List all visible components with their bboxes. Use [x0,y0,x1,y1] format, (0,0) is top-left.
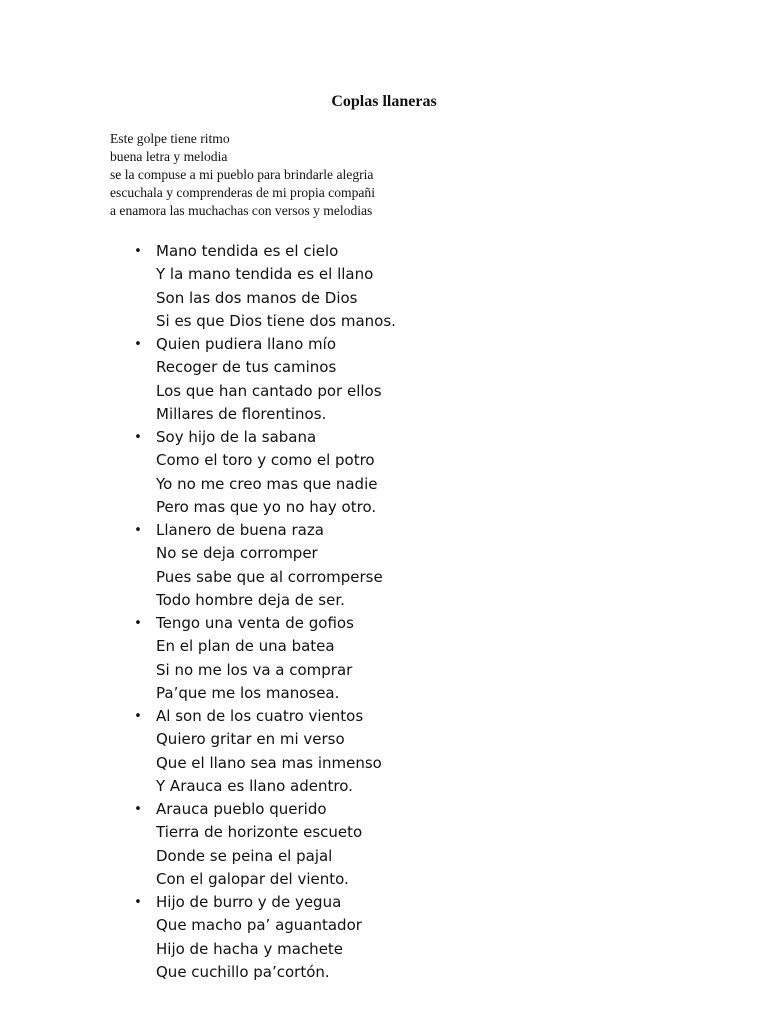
verse-line: Son las dos manos de Dios [156,288,358,307]
verse-line: Quien pudiera llano mío [156,335,336,353]
verse-line: Hijo de hacha y machete [156,939,344,958]
verse-line: Quiero gritar en mi verso [156,730,345,749]
stanza [134,891,676,984]
verse-line: Los que han cantado por ellos [156,381,382,400]
stanza [134,798,676,891]
stanza [134,705,676,798]
intro-line: se la compuse a mi pueblo para brindarle alegria [110,167,374,183]
intro-paragraph [110,130,450,220]
verse-line: Pa’que me los manosea. [156,683,340,702]
intro-line: a enamora las muchachas con versos y melodias [110,203,373,219]
verse-line: Soy hijo de la sabana [156,428,317,446]
intro-line: escuchala y comprenderas de mi propia compañi [110,185,375,201]
bullet-icon: • [134,709,142,724]
verse-line: Millares de florentinos. [156,404,327,423]
verse-line: Llanero de buena raza [156,521,324,539]
bullet-icon: • [134,337,142,352]
bullet-icon: • [134,802,142,817]
verse-line: Y Arauca es llano adentro. [156,776,353,795]
verse-line: Que cuchillo pa’cortón. [156,962,330,981]
stanza [134,519,676,612]
verse-line: Tengo una venta de gofios [156,614,354,632]
verse-line: Como el toro y como el potro [156,451,375,470]
verse-line: Con el galopar del viento. [156,869,349,888]
verse-line: Si es que Dios tiene dos manos. [156,311,396,330]
bullet-icon: • [134,244,142,259]
verse-line: Todo hombre deja de ser. [156,590,345,609]
verse-line: Pues sabe que al corromperse [156,567,383,586]
stanza-list [134,240,676,984]
verse-line: Pero mas que yo no hay otro. [156,497,377,516]
verse-line: Arauca pueblo querido [156,800,327,818]
bullet-icon: • [134,616,142,631]
bullet-icon: • [134,895,142,910]
verse-line: Tierra de horizonte escueto [156,823,363,842]
verse-line: Que el llano sea mas inmenso [156,753,382,772]
verse-line: En el plan de una batea [156,637,335,656]
verse-line: Hijo de burro y de yegua [156,893,342,911]
verse-line: Al son de los cuatro vientos [156,707,364,725]
verse-line: Que macho pa’ aguantador [156,916,362,935]
stanza [134,240,676,333]
intro-line: Este golpe tiene ritmo [110,131,230,146]
stanza [134,426,676,519]
bullet-icon: • [134,523,142,538]
page-title: Coplas llaneras [331,93,437,110]
stanza [134,333,676,426]
verse-line: Recoger de tus caminos [156,358,337,377]
intro-line: buena letra y melodia [110,149,228,165]
verse-line: Yo no me creo mas que nadie [156,474,378,493]
stanza [134,612,676,705]
verse-line: No se deja corromper [156,544,318,563]
bullet-icon: • [134,430,142,445]
verse-line: Y la mano tendida es el llano [156,265,374,284]
verse-line: Si no me los va a comprar [156,660,353,679]
verse-line: Donde se peina el pajal [156,846,333,865]
verse-line: Mano tendida es el cielo [156,242,339,260]
